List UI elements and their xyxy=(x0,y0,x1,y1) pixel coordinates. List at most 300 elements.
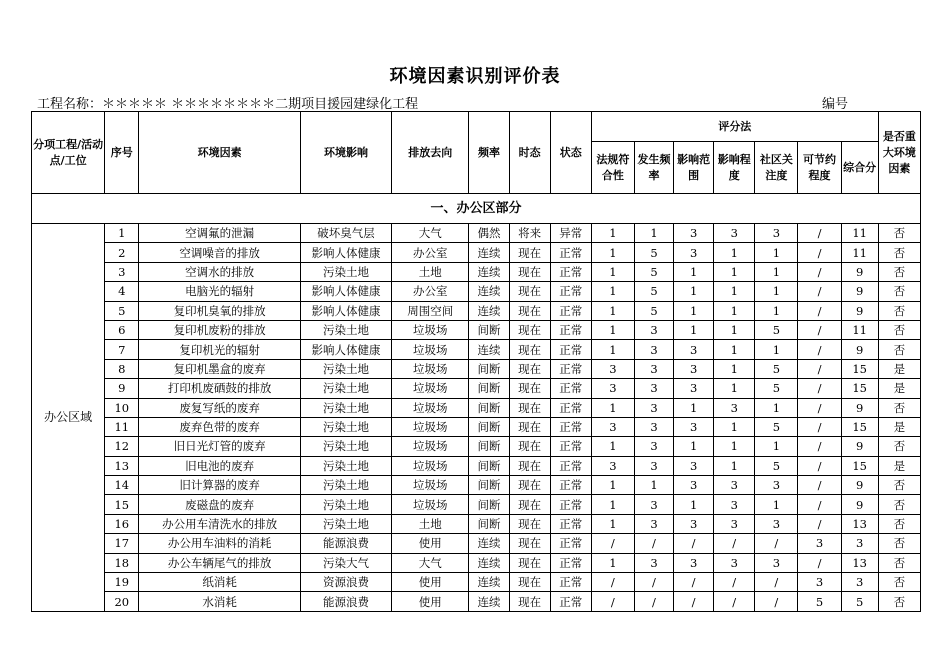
total-cell: 13 xyxy=(841,514,878,533)
significant-cell: 否 xyxy=(878,476,920,495)
control-cell: / xyxy=(798,495,841,514)
table-row xyxy=(32,282,921,301)
occurrence-cell: 3 xyxy=(634,514,673,533)
scope-cell: 3 xyxy=(674,456,714,475)
impact-cell: 污染土地 xyxy=(300,320,391,339)
control-cell: / xyxy=(798,476,841,495)
header-seq: 序号 xyxy=(105,112,139,194)
table-row xyxy=(32,320,921,339)
state-cell: 正常 xyxy=(550,320,591,339)
seq-cell: 14 xyxy=(105,476,139,495)
header-community: 社区关注度 xyxy=(755,142,798,194)
factor-cell: 复印机废粉的排放 xyxy=(139,320,301,339)
frequency-cell: 连续 xyxy=(469,262,509,281)
occurrence-cell: 3 xyxy=(634,495,673,514)
tense-cell: 现在 xyxy=(509,243,550,262)
state-cell: 正常 xyxy=(550,398,591,417)
legal-cell: 1 xyxy=(591,476,634,495)
destination-cell: 大气 xyxy=(392,224,469,243)
header-scoring: 评分法 xyxy=(591,112,878,142)
community-cell: 5 xyxy=(755,417,798,436)
legal-cell: 1 xyxy=(591,398,634,417)
table-row xyxy=(32,495,921,514)
tense-cell: 将来 xyxy=(509,224,550,243)
destination-cell: 周围空间 xyxy=(392,301,469,320)
frequency-cell: 间断 xyxy=(469,456,509,475)
total-cell: 3 xyxy=(841,573,878,592)
table-row xyxy=(32,573,921,592)
occurrence-cell: 3 xyxy=(634,553,673,572)
header-destination: 排放去向 xyxy=(392,112,469,194)
state-cell: 正常 xyxy=(550,476,591,495)
page-title: 环境因素识别评价表 xyxy=(389,66,561,87)
destination-cell: 使用 xyxy=(392,592,469,611)
scope-cell: 3 xyxy=(674,359,714,378)
degree-cell: 1 xyxy=(714,320,755,339)
legal-cell: 1 xyxy=(591,495,634,514)
header-occurrence: 发生频率 xyxy=(634,142,673,194)
occurrence-cell: 5 xyxy=(634,243,673,262)
frequency-cell: 间断 xyxy=(469,320,509,339)
table-row xyxy=(32,476,921,495)
degree-cell: 1 xyxy=(714,456,755,475)
header-total: 综合分 xyxy=(841,142,878,194)
frequency-cell: 连续 xyxy=(469,340,509,359)
destination-cell: 办公室 xyxy=(392,282,469,301)
degree-cell: 3 xyxy=(714,476,755,495)
legal-cell: 1 xyxy=(591,301,634,320)
scope-cell: / xyxy=(674,573,714,592)
total-cell: 9 xyxy=(841,340,878,359)
frequency-cell: 连续 xyxy=(469,282,509,301)
significant-cell: 否 xyxy=(878,437,920,456)
factor-cell: 办公车辆尾气的排放 xyxy=(139,553,301,572)
destination-cell: 垃圾场 xyxy=(392,437,469,456)
tense-cell: 现在 xyxy=(509,514,550,533)
scope-cell: 1 xyxy=(674,262,714,281)
scope-cell: 3 xyxy=(674,476,714,495)
control-cell: / xyxy=(798,437,841,456)
community-cell: / xyxy=(755,592,798,611)
scope-cell: 1 xyxy=(674,437,714,456)
frequency-cell: 间断 xyxy=(469,359,509,378)
community-cell: 1 xyxy=(755,243,798,262)
factor-cell: 办公用车油料的消耗 xyxy=(139,534,301,553)
impact-cell: 影响人体健康 xyxy=(300,340,391,359)
occurrence-cell: 3 xyxy=(634,417,673,436)
community-cell: 5 xyxy=(755,359,798,378)
tense-cell: 现在 xyxy=(509,456,550,475)
table-row xyxy=(32,224,921,243)
header-sub-item: 分项工程/活动点/工位 xyxy=(32,112,105,194)
degree-cell: / xyxy=(714,534,755,553)
table-row xyxy=(32,398,921,417)
frequency-cell: 连续 xyxy=(469,243,509,262)
destination-cell: 使用 xyxy=(392,534,469,553)
degree-cell: 1 xyxy=(714,340,755,359)
legal-cell: 1 xyxy=(591,437,634,456)
occurrence-cell: 3 xyxy=(634,437,673,456)
tense-cell: 现在 xyxy=(509,573,550,592)
impact-cell: 污染大气 xyxy=(300,553,391,572)
impact-cell: 污染土地 xyxy=(300,476,391,495)
tense-cell: 现在 xyxy=(509,476,550,495)
community-cell: 3 xyxy=(755,224,798,243)
total-cell: 15 xyxy=(841,359,878,378)
significant-cell: 否 xyxy=(878,553,920,572)
scope-cell: 3 xyxy=(674,514,714,533)
factor-cell: 旧计算器的废弃 xyxy=(139,476,301,495)
state-cell: 正常 xyxy=(550,592,591,611)
table-row xyxy=(32,301,921,320)
seq-cell: 12 xyxy=(105,437,139,456)
frequency-cell: 间断 xyxy=(469,495,509,514)
seq-cell: 6 xyxy=(105,320,139,339)
control-cell: / xyxy=(798,320,841,339)
table-row xyxy=(32,359,921,378)
impact-cell: 污染土地 xyxy=(300,456,391,475)
seq-cell: 9 xyxy=(105,379,139,398)
control-cell: / xyxy=(798,262,841,281)
scope-cell: 3 xyxy=(674,340,714,359)
degree-cell: 3 xyxy=(714,514,755,533)
degree-cell: 1 xyxy=(714,379,755,398)
tense-cell: 现在 xyxy=(509,417,550,436)
occurrence-cell: 3 xyxy=(634,359,673,378)
factor-cell: 打印机废硒鼓的排放 xyxy=(139,379,301,398)
scope-cell: 1 xyxy=(674,398,714,417)
project-name: ＊＊＊＊＊ ＊＊＊＊＊＊＊＊二期项目援园建绿化工程 xyxy=(102,97,419,112)
control-cell: 5 xyxy=(798,592,841,611)
total-cell: 11 xyxy=(841,320,878,339)
degree-cell: 1 xyxy=(714,437,755,456)
frequency-cell: 连续 xyxy=(469,592,509,611)
frequency-cell: 间断 xyxy=(469,437,509,456)
impact-cell: 破坏臭气层 xyxy=(300,224,391,243)
tense-cell: 现在 xyxy=(509,359,550,378)
occurrence-cell: 3 xyxy=(634,456,673,475)
community-cell: 1 xyxy=(755,301,798,320)
occurrence-cell: 5 xyxy=(634,282,673,301)
legal-cell: 1 xyxy=(591,340,634,359)
total-cell: 9 xyxy=(841,495,878,514)
significant-cell: 否 xyxy=(878,495,920,514)
destination-cell: 垃圾场 xyxy=(392,398,469,417)
total-cell: 5 xyxy=(841,592,878,611)
tense-cell: 现在 xyxy=(509,553,550,572)
scope-cell: 3 xyxy=(674,224,714,243)
occurrence-cell: 5 xyxy=(634,301,673,320)
impact-cell: 污染土地 xyxy=(300,514,391,533)
tense-cell: 现在 xyxy=(509,379,550,398)
state-cell: 正常 xyxy=(550,262,591,281)
occurrence-cell: 3 xyxy=(634,379,673,398)
table-row xyxy=(32,437,921,456)
destination-cell: 土地 xyxy=(392,262,469,281)
legal-cell: 1 xyxy=(591,262,634,281)
degree-cell: 3 xyxy=(714,553,755,572)
tense-cell: 现在 xyxy=(509,301,550,320)
tense-cell: 现在 xyxy=(509,495,550,514)
factor-cell: 旧日光灯管的废弃 xyxy=(139,437,301,456)
degree-cell: 1 xyxy=(714,301,755,320)
total-cell: 15 xyxy=(841,456,878,475)
destination-cell: 土地 xyxy=(392,514,469,533)
scope-cell: 3 xyxy=(674,417,714,436)
table-row xyxy=(32,340,921,359)
state-cell: 正常 xyxy=(550,573,591,592)
control-cell: / xyxy=(798,224,841,243)
seq-cell: 16 xyxy=(105,514,139,533)
control-cell: / xyxy=(798,379,841,398)
control-cell: / xyxy=(798,243,841,262)
significant-cell: 否 xyxy=(878,262,920,281)
project-label: 工程名称： xyxy=(37,97,103,112)
control-cell: / xyxy=(798,514,841,533)
degree-cell: 1 xyxy=(714,262,755,281)
state-cell: 正常 xyxy=(550,417,591,436)
degree-cell: / xyxy=(714,573,755,592)
tense-cell: 现在 xyxy=(509,534,550,553)
control-cell: 3 xyxy=(798,573,841,592)
destination-cell: 使用 xyxy=(392,573,469,592)
impact-cell: 污染土地 xyxy=(300,495,391,514)
impact-cell: 污染土地 xyxy=(300,417,391,436)
legal-cell: 1 xyxy=(591,514,634,533)
factor-cell: 旧电池的废弃 xyxy=(139,456,301,475)
degree-cell: 1 xyxy=(714,243,755,262)
destination-cell: 垃圾场 xyxy=(392,417,469,436)
occurrence-cell: / xyxy=(634,592,673,611)
significant-cell: 否 xyxy=(878,224,920,243)
scope-cell: 1 xyxy=(674,282,714,301)
total-cell: 13 xyxy=(841,553,878,572)
significant-cell: 否 xyxy=(878,320,920,339)
table-row xyxy=(32,379,921,398)
community-cell: 3 xyxy=(755,514,798,533)
factor-cell: 复印机墨盒的废弃 xyxy=(139,359,301,378)
destination-cell: 垃圾场 xyxy=(392,456,469,475)
table-row xyxy=(32,243,921,262)
factor-cell: 办公用车清洗水的排放 xyxy=(139,514,301,533)
frequency-cell: 连续 xyxy=(469,573,509,592)
seq-cell: 8 xyxy=(105,359,139,378)
total-cell: 9 xyxy=(841,398,878,417)
table-body xyxy=(32,194,921,612)
legal-cell: / xyxy=(591,573,634,592)
state-cell: 正常 xyxy=(550,437,591,456)
evaluation-table xyxy=(31,111,921,612)
degree-cell: 1 xyxy=(714,359,755,378)
header-scope: 影响范围 xyxy=(674,142,714,194)
table-row xyxy=(32,592,921,611)
significant-cell: 否 xyxy=(878,514,920,533)
destination-cell: 垃圾场 xyxy=(392,495,469,514)
significant-cell: 否 xyxy=(878,534,920,553)
total-cell: 9 xyxy=(841,301,878,320)
total-cell: 11 xyxy=(841,224,878,243)
occurrence-cell: 1 xyxy=(634,476,673,495)
degree-cell: 3 xyxy=(714,398,755,417)
community-cell: 1 xyxy=(755,495,798,514)
seq-cell: 17 xyxy=(105,534,139,553)
factor-cell: 复印机光的辐射 xyxy=(139,340,301,359)
table-row xyxy=(32,514,921,533)
destination-cell: 垃圾场 xyxy=(392,340,469,359)
community-cell: 3 xyxy=(755,553,798,572)
impact-cell: 污染土地 xyxy=(300,359,391,378)
destination-cell: 大气 xyxy=(392,553,469,572)
community-cell: 3 xyxy=(755,476,798,495)
section-row xyxy=(32,194,921,224)
significant-cell: 是 xyxy=(878,359,920,378)
factor-cell: 空调氟的泄漏 xyxy=(139,224,301,243)
table-row xyxy=(32,417,921,436)
state-cell: 正常 xyxy=(550,340,591,359)
community-cell: 1 xyxy=(755,262,798,281)
legal-cell: 3 xyxy=(591,379,634,398)
control-cell: / xyxy=(798,398,841,417)
significant-cell: 否 xyxy=(878,282,920,301)
factor-cell: 废复写纸的废弃 xyxy=(139,398,301,417)
frequency-cell: 连续 xyxy=(469,301,509,320)
state-cell: 正常 xyxy=(550,456,591,475)
state-cell: 正常 xyxy=(550,282,591,301)
scope-cell: 1 xyxy=(674,320,714,339)
community-cell: 5 xyxy=(755,456,798,475)
project-line xyxy=(37,93,418,112)
scope-cell: 3 xyxy=(674,243,714,262)
community-cell: 5 xyxy=(755,320,798,339)
tense-cell: 现在 xyxy=(509,262,550,281)
header-impact: 环境影响 xyxy=(300,112,391,194)
total-cell: 15 xyxy=(841,417,878,436)
header-frequency: 频率 xyxy=(469,112,509,194)
legal-cell: / xyxy=(591,592,634,611)
scope-cell: 1 xyxy=(674,495,714,514)
impact-cell: 资源浪费 xyxy=(300,573,391,592)
tense-cell: 现在 xyxy=(509,320,550,339)
frequency-cell: 连续 xyxy=(469,553,509,572)
significant-cell: 是 xyxy=(878,379,920,398)
impact-cell: 能源浪费 xyxy=(300,592,391,611)
control-cell: / xyxy=(798,340,841,359)
total-cell: 3 xyxy=(841,534,878,553)
state-cell: 异常 xyxy=(550,224,591,243)
total-cell: 9 xyxy=(841,476,878,495)
significant-cell: 否 xyxy=(878,398,920,417)
occurrence-cell: 3 xyxy=(634,340,673,359)
scope-cell: / xyxy=(674,592,714,611)
occurrence-cell: 3 xyxy=(634,320,673,339)
factor-cell: 废磁盘的废弃 xyxy=(139,495,301,514)
community-cell: / xyxy=(755,573,798,592)
scope-cell: / xyxy=(674,534,714,553)
legal-cell: 3 xyxy=(591,359,634,378)
degree-cell: 3 xyxy=(714,495,755,514)
significant-cell: 否 xyxy=(878,301,920,320)
impact-cell: 污染土地 xyxy=(300,379,391,398)
seq-cell: 11 xyxy=(105,417,139,436)
significant-cell: 是 xyxy=(878,456,920,475)
seq-cell: 3 xyxy=(105,262,139,281)
legal-cell: 1 xyxy=(591,243,634,262)
state-cell: 正常 xyxy=(550,301,591,320)
header-state: 状态 xyxy=(550,112,591,194)
factor-cell: 电脑光的辐射 xyxy=(139,282,301,301)
impact-cell: 影响人体健康 xyxy=(300,301,391,320)
header-degree: 影响程度 xyxy=(714,142,755,194)
table-row xyxy=(32,262,921,281)
total-cell: 11 xyxy=(841,243,878,262)
impact-cell: 污染土地 xyxy=(300,437,391,456)
header-legal: 法规符合性 xyxy=(591,142,634,194)
factor-cell: 水消耗 xyxy=(139,592,301,611)
legal-cell: / xyxy=(591,534,634,553)
occurrence-cell: 5 xyxy=(634,262,673,281)
legal-cell: 3 xyxy=(591,456,634,475)
seq-cell: 10 xyxy=(105,398,139,417)
table-row xyxy=(32,456,921,475)
control-cell: / xyxy=(798,456,841,475)
tense-cell: 现在 xyxy=(509,398,550,417)
destination-cell: 办公室 xyxy=(392,243,469,262)
control-cell: / xyxy=(798,301,841,320)
control-cell: / xyxy=(798,359,841,378)
impact-cell: 污染土地 xyxy=(300,262,391,281)
significant-cell: 否 xyxy=(878,340,920,359)
factor-cell: 空调水的排放 xyxy=(139,262,301,281)
degree-cell: / xyxy=(714,592,755,611)
legal-cell: 1 xyxy=(591,282,634,301)
legal-cell: 1 xyxy=(591,553,634,572)
control-cell: / xyxy=(798,282,841,301)
total-cell: 9 xyxy=(841,437,878,456)
factor-cell: 空调噪音的排放 xyxy=(139,243,301,262)
seq-cell: 20 xyxy=(105,592,139,611)
control-cell: / xyxy=(798,417,841,436)
header-factor: 环境因素 xyxy=(139,112,301,194)
seq-cell: 18 xyxy=(105,553,139,572)
seq-cell: 13 xyxy=(105,456,139,475)
destination-cell: 垃圾场 xyxy=(392,359,469,378)
area-cell: 办公区域 xyxy=(32,224,105,612)
tense-cell: 现在 xyxy=(509,340,550,359)
degree-cell: 1 xyxy=(714,282,755,301)
code-label: 编号 xyxy=(822,97,849,112)
seq-cell: 5 xyxy=(105,301,139,320)
scope-cell: 3 xyxy=(674,379,714,398)
factor-cell: 废弃色带的废弃 xyxy=(139,417,301,436)
legal-cell: 1 xyxy=(591,224,634,243)
occurrence-cell: 1 xyxy=(634,224,673,243)
tense-cell: 现在 xyxy=(509,437,550,456)
control-cell: 3 xyxy=(798,534,841,553)
state-cell: 正常 xyxy=(550,553,591,572)
community-cell: 1 xyxy=(755,398,798,417)
impact-cell: 能源浪费 xyxy=(300,534,391,553)
total-cell: 9 xyxy=(841,262,878,281)
destination-cell: 垃圾场 xyxy=(392,476,469,495)
community-cell: 1 xyxy=(755,437,798,456)
degree-cell: 1 xyxy=(714,417,755,436)
legal-cell: 1 xyxy=(591,320,634,339)
scope-cell: 1 xyxy=(674,301,714,320)
degree-cell: 3 xyxy=(714,224,755,243)
state-cell: 正常 xyxy=(550,359,591,378)
legal-cell: 3 xyxy=(591,417,634,436)
frequency-cell: 间断 xyxy=(469,476,509,495)
